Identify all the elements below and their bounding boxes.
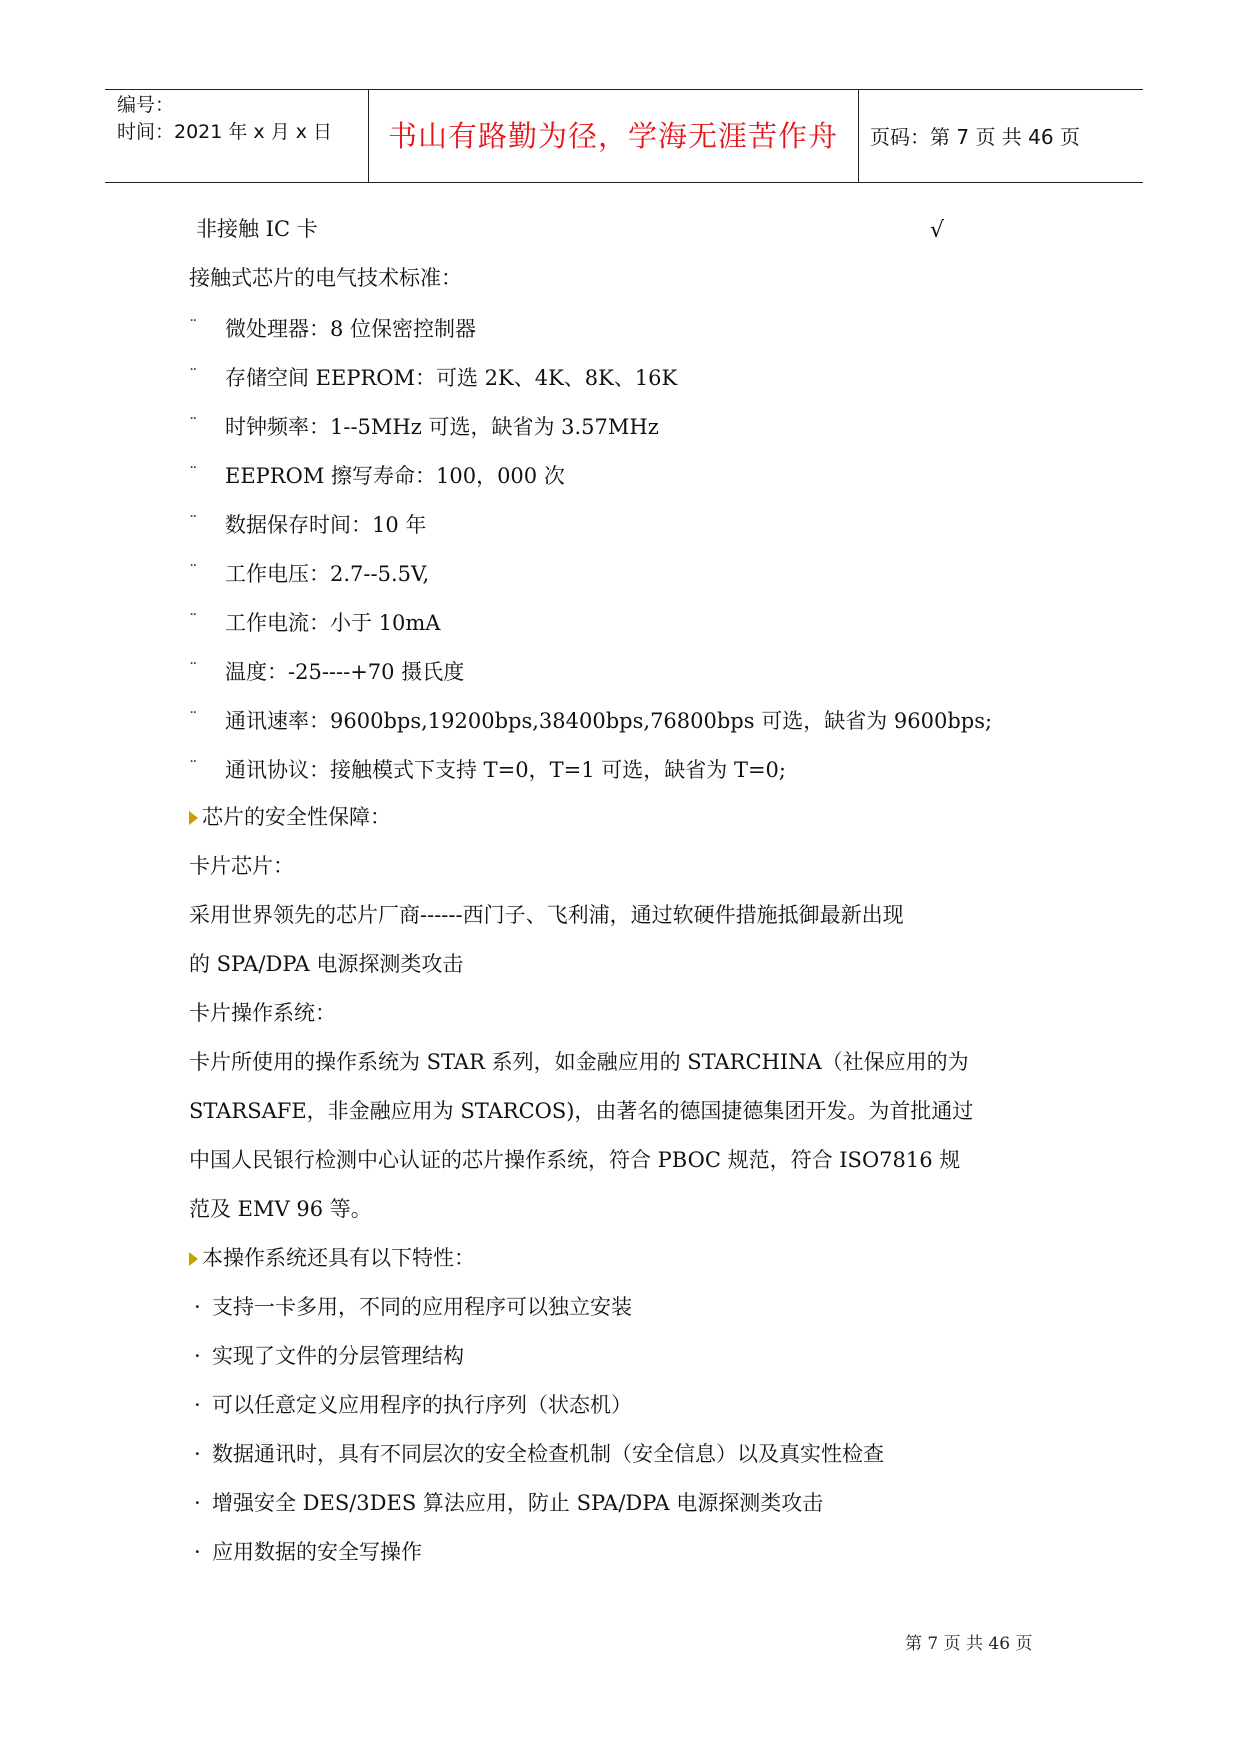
- spec-item: [189, 410, 659, 442]
- feature-text: 增强安全 DES/3DES 算法应用，防止 SPA/DPA 电源探测类攻击: [212, 1491, 824, 1515]
- spec-text: 温度：-25----+70 摄氏度: [225, 660, 465, 684]
- spec-text: 工作电流：小于 10mA: [225, 611, 441, 635]
- spec-item: [189, 312, 476, 344]
- security-heading-text: 芯片的安全性保障：: [202, 805, 391, 829]
- feature-text: 数据通讯时，具有不同层次的安全检查机制（安全信息）以及真实性检查: [212, 1442, 884, 1466]
- bullet-icon: ¨: [189, 611, 198, 631]
- features-heading-text: 本操作系统还具有以下特性：: [202, 1246, 475, 1270]
- feature-item: [194, 1390, 632, 1420]
- contactless-line: 非接触 IC 卡: [196, 217, 318, 241]
- spec-item: [189, 557, 429, 589]
- bullet-icon: ¨: [189, 513, 198, 533]
- feature-text: 应用数据的安全写操作: [212, 1540, 422, 1564]
- card-chip-text-line: 的 SPA/DPA 电源探测类攻击: [189, 952, 464, 976]
- spec-item: [189, 459, 565, 491]
- bullet-icon: ¨: [189, 709, 198, 729]
- spec-text: 通讯协议：接触模式下支持 T=0，T=1 可选，缺省为 T=0;: [225, 758, 786, 782]
- dot-icon: ·: [194, 1393, 201, 1417]
- spec-text: 存储空间 EEPROM：可选 2K、4K、8K、16K: [225, 366, 678, 390]
- bullet-icon: ¨: [189, 660, 198, 680]
- bullet-icon: ¨: [189, 562, 198, 582]
- header-time-label: 时间：2021 年 x 月 x 日: [117, 121, 333, 143]
- spec-item: [189, 508, 426, 540]
- header-bottom-rule: [105, 182, 1143, 183]
- spec-item: [189, 361, 677, 393]
- feature-item: [194, 1341, 464, 1371]
- dot-icon: ·: [194, 1344, 201, 1368]
- header-number-label: 编号：: [117, 94, 175, 116]
- features-heading: [189, 1243, 475, 1273]
- feature-text: 可以任意定义应用程序的执行序列（状态机）: [212, 1393, 632, 1417]
- spec-text: 工作电压：2.7--5.5V,: [225, 562, 430, 586]
- feature-item: [194, 1488, 823, 1518]
- section-marker-icon: [189, 811, 198, 825]
- bullet-icon: ¨: [189, 415, 198, 435]
- header-divider-right: [858, 89, 859, 183]
- spec-text: EEPROM 擦写寿命：100，000 次: [225, 464, 565, 488]
- dot-icon: ·: [194, 1491, 201, 1515]
- contact-standard-title: 接触式芯片的电气技术标准：: [189, 266, 462, 290]
- feature-item: [194, 1439, 884, 1469]
- os-label: 卡片操作系统：: [189, 1001, 336, 1025]
- spec-text: 数据保存时间：10 年: [225, 513, 427, 537]
- security-heading: [189, 802, 391, 832]
- header-page-label: 页码：第 7 页 共 46 页: [870, 125, 1080, 149]
- section-marker-icon: [189, 1252, 198, 1266]
- dot-icon: ·: [194, 1540, 201, 1564]
- spec-item: [189, 704, 992, 736]
- header-motto: 书山有路勤为径，学海无涯苦作舟: [387, 119, 838, 153]
- os-text-line: 中国人民银行检测中心认证的芯片操作系统，符合 PBOC 规范，符合 ISO7816 规: [189, 1148, 961, 1172]
- dot-icon: ·: [194, 1442, 201, 1466]
- os-text-line: STARSAFE，非金融应用为 STARCOS)，由著名的德国捷德集团开发。为首批通过: [189, 1099, 974, 1123]
- spec-item: [189, 753, 786, 785]
- card-chip-text-line: 采用世界领先的芯片厂商------西门子、飞利浦，通过软硬件措施抵御最新出现: [189, 903, 904, 927]
- feature-item: [194, 1292, 632, 1322]
- spec-text: 时钟频率：1--5MHz 可选，缺省为 3.57MHz: [225, 415, 659, 439]
- bullet-icon: ¨: [189, 464, 198, 484]
- feature-text: 支持一卡多用，不同的应用程序可以独立安装: [212, 1295, 632, 1319]
- spec-item: [189, 606, 440, 638]
- os-text-line: 范及 EMV 96 等。: [189, 1197, 372, 1221]
- check-mark: √: [930, 218, 945, 243]
- spec-item: [189, 655, 464, 687]
- feature-text: 实现了文件的分层管理结构: [212, 1344, 464, 1368]
- dot-icon: ·: [194, 1295, 201, 1319]
- bullet-icon: ¨: [189, 317, 198, 337]
- spec-text: 通讯速率：9600bps,19200bps,38400bps,76800bps 可选，缺省为 9600bps;: [225, 709, 993, 733]
- spec-text: 微处理器：8 位保密控制器: [225, 317, 477, 341]
- feature-item: [194, 1537, 422, 1567]
- card-chip-label: 卡片芯片：: [189, 854, 294, 878]
- bullet-icon: ¨: [189, 758, 198, 778]
- os-text-line: 卡片所使用的操作系统为 STAR 系列，如金融应用的 STARCHINA（社保应用的为: [189, 1050, 969, 1074]
- bullet-icon: ¨: [189, 366, 198, 386]
- footer-page-number: 第 7 页 共 46 页: [905, 1634, 1033, 1654]
- header-top-rule: [105, 89, 1143, 90]
- header-meta: [117, 92, 332, 146]
